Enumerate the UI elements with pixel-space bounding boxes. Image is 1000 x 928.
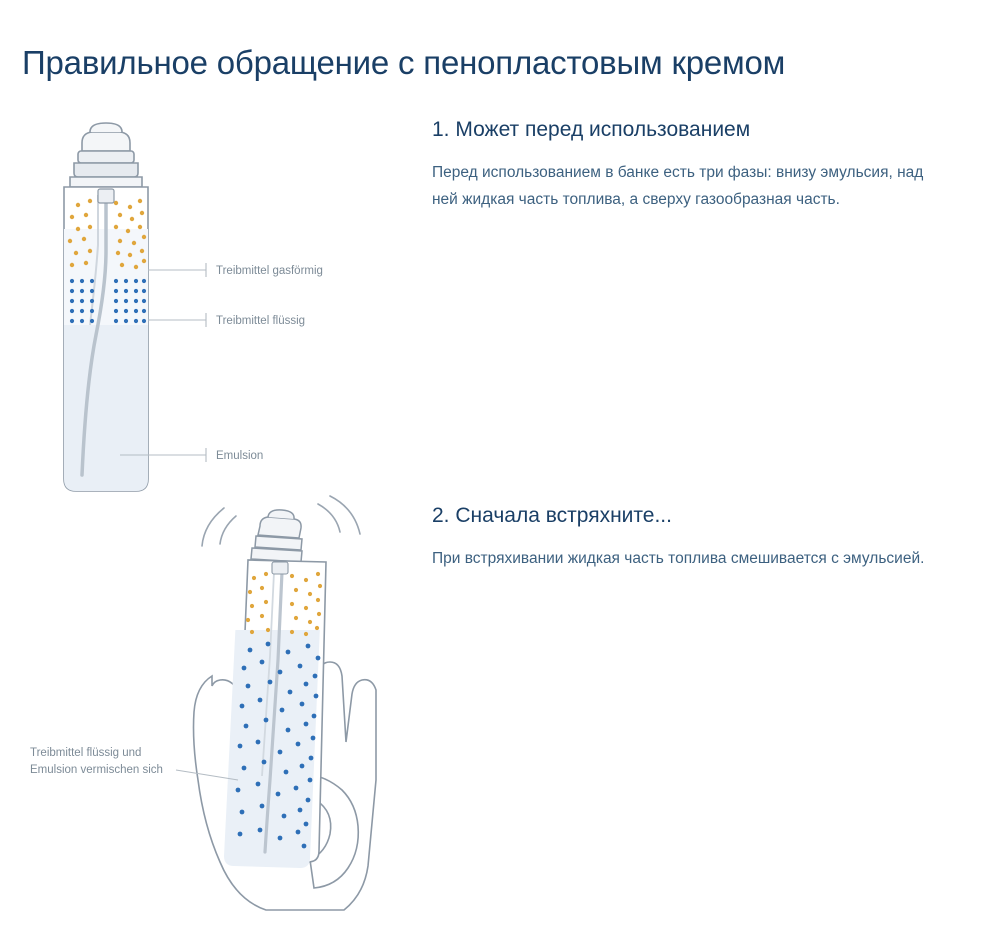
callout-label-mix-line1: Treibmittel flüssig und	[30, 747, 142, 759]
callout-label-mix-line2: Emulsion vermischen sich	[30, 764, 163, 776]
page-title: Правильное обращение с пенопластовым кремом	[22, 44, 786, 82]
callout-label-gas: Treibmittel gasförmig	[216, 265, 323, 277]
step-2-heading: 2. Сначала встряхните...	[432, 504, 672, 527]
step-2-section	[0, 480, 1000, 920]
step-1-section	[0, 100, 1000, 470]
step-1-text-block	[432, 116, 952, 214]
spray-can-diagram-static	[20, 100, 420, 460]
step-1-heading: 1. Может перед использованием	[432, 118, 751, 141]
step-1-body: Перед использованием в банке есть три фазы: внизу эмульсия, над ней жидкая часть топлива, а сверху газообразная часть.	[432, 164, 924, 209]
step-2-body: При встряхивании жидкая часть топлива смешивается с эмульсией.	[432, 550, 925, 568]
callout-label-emulsion: Emulsion	[216, 450, 264, 462]
callout-label-liquid: Treibmittel flüssig	[216, 315, 306, 327]
step-2-text-block	[432, 502, 977, 572]
